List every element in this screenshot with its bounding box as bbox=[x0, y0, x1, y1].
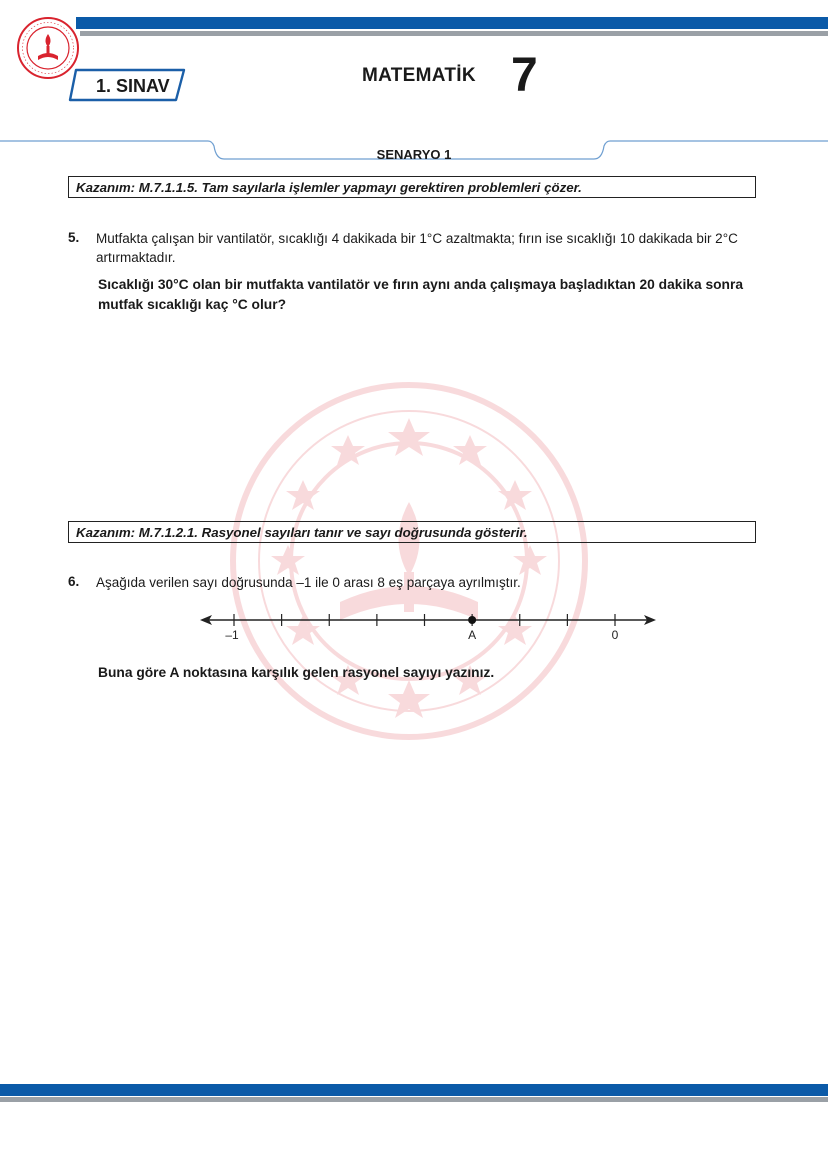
exam-label: 1. SINAV bbox=[96, 76, 170, 96]
question-text: Aşağıda verilen sayı doğrusunda –1 ile 0 arası 8 eş parçaya ayrılmıştır. bbox=[96, 575, 521, 590]
header-bar-blue bbox=[76, 17, 828, 29]
question-prompt: mutfak sıcaklığı kaç °C olur? bbox=[98, 297, 287, 312]
header-bar-grey bbox=[80, 31, 828, 36]
learning-outcome-box: Kazanım: M.7.1.1.5. Tam sayılarla işlemler yapmayı gerektiren problemleri çözer. bbox=[68, 176, 756, 198]
number-line bbox=[196, 608, 660, 656]
subject-title: MATEMATİK bbox=[362, 65, 476, 86]
scenario-title: SENARYO 1 bbox=[376, 147, 452, 162]
question-prompt: Buna göre A noktasına karşılık gelen rasyonel sayıyı yazınız. bbox=[98, 665, 495, 680]
question-number: 5. bbox=[68, 230, 80, 245]
footer-bar-blue bbox=[0, 1084, 828, 1096]
question-text: Mutfakta çalışan bir vantilatör, sıcaklığı 4 dakikada bir 1°C azaltmakta; fırın ise sıcaklığı 10 dakikada bir 2°C bbox=[96, 231, 738, 246]
number-line-start-label: –1 bbox=[225, 628, 239, 642]
number-line-end-label: 0 bbox=[611, 628, 619, 642]
footer-bar-grey bbox=[0, 1097, 828, 1102]
learning-outcome-box: Kazanım: M.7.1.2.1. Rasyonel sayıları tanır ve sayı doğrusunda gösterir. bbox=[68, 521, 756, 543]
point-a-marker bbox=[468, 616, 476, 624]
grade-number: 7 bbox=[511, 49, 538, 102]
question-text: artırmaktadır. bbox=[96, 250, 176, 265]
question-prompt: Sıcaklığı 30°C olan bir mutfakta vantilatör ve fırın aynı anda çalışmaya başladıktan 20 dakika sonra bbox=[98, 277, 744, 292]
question-number: 6. bbox=[68, 574, 80, 589]
point-a-label: A bbox=[468, 628, 477, 642]
watermark-seal-icon bbox=[228, 380, 590, 742]
